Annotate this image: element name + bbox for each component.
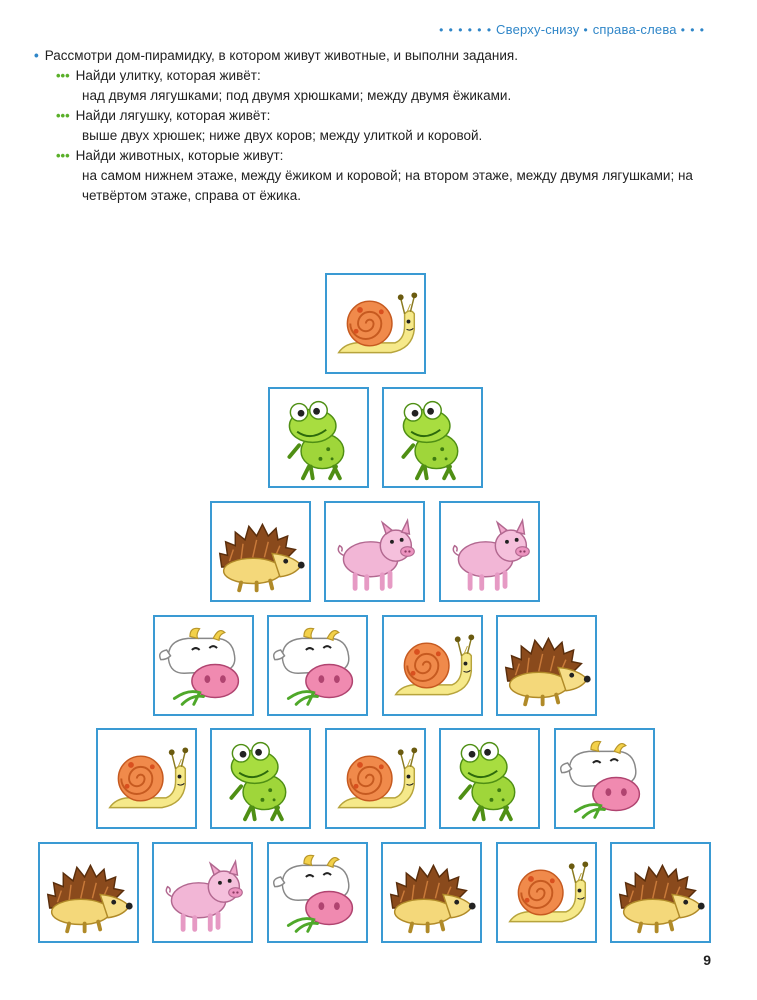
- pyramid-cell-pig: [152, 842, 253, 943]
- task-title: Найди лягушку, которая живёт:: [75, 108, 271, 123]
- header-dot-separator: •: [583, 22, 589, 37]
- pyramid-cell-hedgehog: [38, 842, 139, 943]
- task-title: Найди улитку, которая живёт:: [75, 68, 261, 83]
- snail-icon: [384, 617, 481, 714]
- pyramid-cell-snail: [325, 273, 426, 374]
- cow-icon: [556, 730, 653, 827]
- cow-icon: [269, 617, 366, 714]
- pig-icon: [326, 503, 423, 600]
- pyramid-cell-cow: [153, 615, 254, 716]
- hedgehog-icon: [40, 844, 137, 941]
- hedgehog-icon: [498, 617, 595, 714]
- hedgehog-icon: [212, 503, 309, 600]
- pyramid-cell-hedgehog: [381, 842, 482, 943]
- pig-icon: [154, 844, 251, 941]
- header-right-label: справа-слева: [592, 22, 677, 37]
- pyramid-cell-snail: [382, 615, 483, 716]
- snail-icon: [98, 730, 195, 827]
- pyramid-cell-frog: [210, 728, 311, 829]
- pyramid-cell-hedgehog: [496, 615, 597, 716]
- pyramid-cell-hedgehog: [210, 501, 311, 602]
- header-dots-right: • • •: [680, 22, 705, 37]
- snail-icon: [498, 844, 595, 941]
- frog-icon: [441, 730, 538, 827]
- snail-icon: [327, 275, 424, 372]
- pyramid-cell-cow: [554, 728, 655, 829]
- task-body: на самом нижнем этаже, между ёжиком и коровой; на втором этаже, между двумя лягушками; на четвёртом этаже, справа от ёжика.: [82, 168, 693, 203]
- pig-icon: [441, 503, 538, 600]
- hedgehog-icon: [383, 844, 480, 941]
- pyramid-cell-frog: [382, 387, 483, 488]
- green-dots-icon: •••: [56, 68, 70, 83]
- pyramid-cell-snail: [325, 728, 426, 829]
- pyramid-cell-cow: [267, 615, 368, 716]
- pyramid-cell-pig: [324, 501, 425, 602]
- snail-icon: [327, 730, 424, 827]
- header-dots-left: • • • • • •: [439, 22, 493, 37]
- cow-icon: [155, 617, 252, 714]
- cow-icon: [269, 844, 366, 941]
- pyramid-cell-frog: [439, 728, 540, 829]
- intro-text: Рассмотри дом-пирамидку, в котором живут животные, и выполни задания.: [44, 48, 518, 63]
- pyramid-cell-pig: [439, 501, 540, 602]
- task-body: выше двух хрюшек; ниже двух коров; между улиткой и коровой.: [82, 128, 483, 143]
- hedgehog-icon: [612, 844, 709, 941]
- pyramid-cell-snail: [96, 728, 197, 829]
- green-dots-icon: •••: [56, 108, 70, 123]
- frog-icon: [270, 389, 367, 486]
- frog-icon: [212, 730, 309, 827]
- pyramid-cell-snail: [496, 842, 597, 943]
- pyramid-cell-cow: [267, 842, 368, 943]
- task-title: Найди животных, которые живут:: [75, 148, 284, 163]
- task-body: над двумя лягушками; под двумя хрюшками; между двумя ёжиками.: [82, 88, 512, 103]
- page-number: 9: [703, 952, 711, 968]
- header-left-label: Сверху-снизу: [496, 22, 580, 37]
- pyramid-cell-frog: [268, 387, 369, 488]
- green-dots-icon: •••: [56, 148, 70, 163]
- pyramid-cell-hedgehog: [610, 842, 711, 943]
- frog-icon: [384, 389, 481, 486]
- intro-bullet-icon: •: [34, 48, 39, 63]
